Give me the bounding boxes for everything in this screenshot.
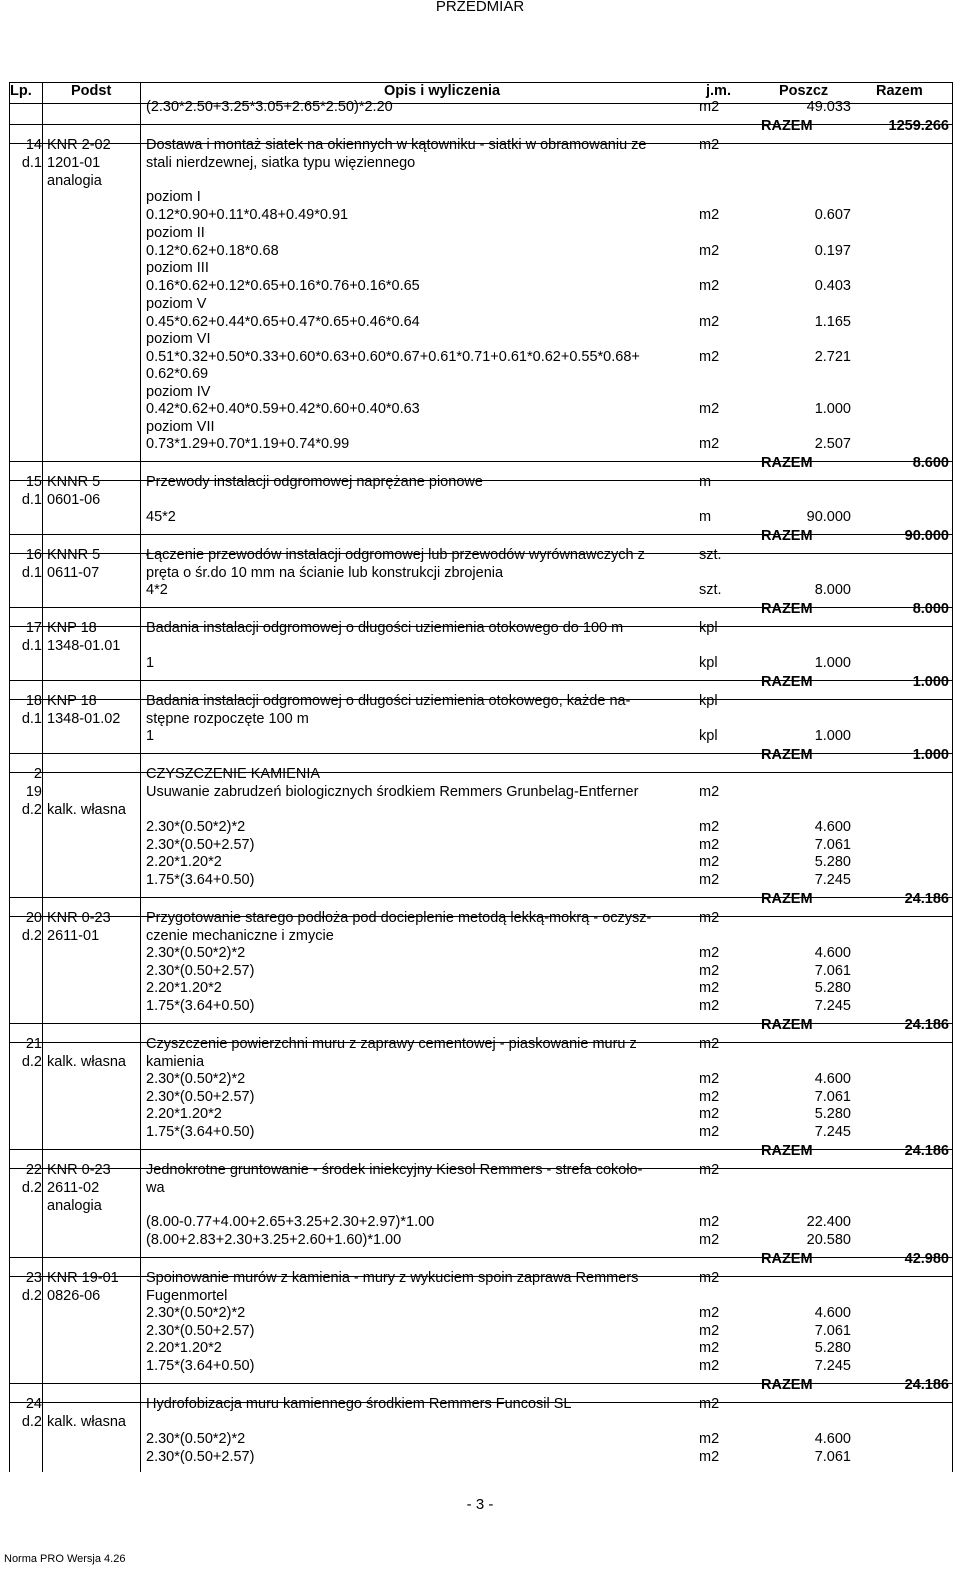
cell-podst: 0611-07 [47,565,100,581]
cell-lp: d.1 [21,492,42,508]
razem-total: 1259.266 [888,118,949,134]
cell-opis: Badania instalacji odgromowej o długości uziemienia otokowego do 100 m [146,620,624,636]
table-right-border [952,82,953,1472]
razem-total: 1.000 [912,674,949,690]
cell-podst: KNNR 5 [47,474,101,490]
cell-jm: m2 [699,1305,720,1321]
cell-opis: 0.16*0.62+0.12*0.65+0.16*0.76+0.16*0.65 [146,278,420,294]
cell-jm: m2 [699,819,720,835]
cell-podst: KNR 0-23 [47,910,111,926]
cell-poszcz: 7.061 [814,1323,851,1339]
cell-poszcz: 7.061 [814,1449,851,1465]
cell-podst: kalk. własna [47,1054,126,1070]
cell-lp: d.2 [21,928,42,944]
cell-opis: 0.12*0.90+0.11*0.48+0.49*0.91 [146,207,349,223]
cell-lp: 18 [25,693,42,709]
cell-opis: 2.30*(0.50*2)*2 [146,1431,246,1447]
razem-label: RAZEM [761,1017,813,1033]
column-divider-podst [140,82,141,1472]
cell-poszcz: 5.280 [814,980,851,996]
cell-poszcz: 22.400 [806,1214,851,1230]
cell-jm: m2 [699,837,720,853]
cell-poszcz: 7.245 [814,872,851,888]
cell-poszcz: 1.000 [814,728,851,744]
cell-podst: KNP 18 [47,693,97,709]
document-title: PRZEDMIAR [435,0,525,15]
cell-opis: 0.51*0.32+0.50*0.33+0.60*0.63+0.60*0.67+0.61*0.71+0.61*0.62+0.55*0.68+ [146,349,640,365]
cell-opis: 45*2 [146,509,176,525]
cell-jm: m2 [699,1431,720,1447]
cell-opis: 2.30*(0.50*2)*2 [146,945,246,961]
cell-podst: 0826-06 [47,1288,101,1304]
section-title: CZYSZCZENIE KAMIENIA [146,766,321,782]
cell-opis: 0.12*0.62+0.18*0.68 [146,243,279,259]
cell-opis: stępne rozpoczęte 100 m [146,711,309,727]
cell-opis: 1.75*(3.64+0.50) [146,1358,255,1374]
cell-podst: KNR 19-01 [47,1270,119,1286]
cell-poszcz: 7.061 [814,1089,851,1105]
cell-jm: m2 [699,1270,720,1286]
cell-opis: poziom VI [146,331,211,347]
cell-poszcz: 4.600 [814,1071,851,1087]
cell-opis: 1.75*(3.64+0.50) [146,998,255,1014]
cell-jm: kpl [699,655,718,671]
cell-jm: kpl [699,620,718,636]
cell-opis: poziom II [146,225,205,241]
razem-label: RAZEM [761,674,813,690]
cell-jm: m2 [699,910,720,926]
cell-poszcz: 1.000 [814,655,851,671]
cell-podst: 2611-01 [47,928,100,944]
cell-opis: (8.00-0.77+4.00+2.65+3.25+2.30+2.97)*1.00 [146,1214,435,1230]
cell-lp: d.2 [21,802,42,818]
cell-poszcz: 4.600 [814,819,851,835]
cell-jm: m2 [699,1162,720,1178]
cell-opis: 2.30*(0.50+2.57) [146,963,255,979]
cell-poszcz: 4.600 [814,1305,851,1321]
cell-lp: 15 [25,474,42,490]
cell-poszcz: 0.607 [814,207,851,223]
cell-opis: 1.75*(3.64+0.50) [146,1124,255,1140]
cell-opis: 2.20*1.20*2 [146,854,222,870]
razem-total: 24.186 [904,1143,949,1159]
cell-lp: d.2 [21,1180,42,1196]
cell-podst: 0601-06 [47,492,101,508]
cell-poszcz: 7.245 [814,1124,851,1140]
cell-lp: d.1 [21,711,42,727]
cell-jm: m2 [699,1358,720,1374]
cell-podst: analogia [47,1198,102,1214]
cell-poszcz: 1.165 [814,314,851,330]
cell-poszcz: 20.580 [806,1232,851,1248]
cell-jm: m2 [699,854,720,870]
cell-opis: 1 [146,728,155,744]
cell-lp: d.2 [21,1414,42,1430]
cell-opis: Jednokrotne gruntowanie - środek iniekcyjny Kiesol Remmers - strefa cokoło- [146,1162,643,1178]
header-podst: Podst [71,83,112,99]
cell-jm: m2 [699,945,720,961]
cell-opis: pręta o śr.do 10 mm na ścianie lub konstrukcji zbrojenia [146,565,504,581]
cell-jm: m2 [699,1036,720,1052]
cell-poszcz: 5.280 [814,1340,851,1356]
cell-jm: m2 [699,99,720,115]
cell-opis: Fugenmortel [146,1288,228,1304]
cell-opis: 0.62*0.69 [146,366,209,382]
cell-opis: 1.75*(3.64+0.50) [146,872,255,888]
cell-jm: m2 [699,998,720,1014]
cell-opis: czenie mechaniczne i zmycie [146,928,334,944]
razem-label: RAZEM [761,1143,813,1159]
cell-lp: 17 [25,620,42,636]
cell-opis: poziom IV [146,384,211,400]
cell-podst: KNP 18 [47,620,97,636]
cell-poszcz: 49.033 [806,99,851,115]
software-footer: Norma PRO Wersja 4.26 [4,1553,126,1565]
cell-opis: poziom VII [146,419,215,435]
cell-opis: stali nierdzewnej, siatka typu więziennego [146,155,416,171]
razem-label: RAZEM [761,455,813,471]
cell-opis: 0.45*0.62+0.44*0.65+0.47*0.65+0.46*0.64 [146,314,420,330]
cell-jm: m2 [699,1106,720,1122]
cell-jm: m2 [699,243,720,259]
cell-podst: KNNR 5 [47,547,101,563]
cell-opis: Łączenie przewodów instalacji odgromowej lub przewodów wyrównawczych z [146,547,645,563]
cell-jm: m2 [699,784,720,800]
cell-jm: m2 [699,1071,720,1087]
cell-lp: d.2 [21,1054,42,1070]
cell-opis: kamienia [146,1054,205,1070]
cell-podst: 1348-01.01 [47,638,121,654]
cell-opis: (8.00+2.83+2.30+3.25+2.60+1.60)*1.00 [146,1232,402,1248]
cell-jm: m [699,509,712,525]
cell-poszcz: 4.600 [814,1431,851,1447]
cell-podst: KNR 0-23 [47,1162,111,1178]
cell-jm: kpl [699,693,718,709]
cell-opis: 2.30*(0.50*2)*2 [146,819,246,835]
cell-opis: 2.30*(0.50*2)*2 [146,1305,246,1321]
header-poszcz: Poszcz [779,83,829,99]
cell-opis: 0.73*1.29+0.70*1.19+0.74*0.99 [146,436,350,452]
cell-jm: m2 [699,1124,720,1140]
razem-label: RAZEM [761,528,813,544]
razem-label: RAZEM [761,601,813,617]
header-jm: j.m. [706,83,731,99]
cell-poszcz: 5.280 [814,854,851,870]
cell-poszcz: 7.061 [814,963,851,979]
header-lp: Lp. [10,83,32,99]
cell-opis: poziom V [146,296,207,312]
cell-opis: 2.20*1.20*2 [146,1106,222,1122]
cell-lp: d.1 [21,638,42,654]
cell-opis: Dostawa i montaż siatek na okiennych w kątowniku - siatki w obramowaniu ze [146,137,647,153]
cell-poszcz: 1.000 [814,401,851,417]
cell-poszcz: 8.000 [814,582,851,598]
cell-jm: m2 [699,278,720,294]
cell-podst: kalk. własna [47,1414,126,1430]
cell-jm: m2 [699,1232,720,1248]
razem-total: 1.000 [912,747,949,763]
cell-lp: 24 [25,1396,42,1412]
cell-opis: Przygotowanie starego podłoża pod docieplenie metodą lekką-mokrą - oczysz- [146,910,652,926]
razem-total: 24.186 [904,1377,949,1393]
cell-opis: 2.30*(0.50+2.57) [146,837,255,853]
cell-poszcz: 7.245 [814,998,851,1014]
cell-jm: m2 [699,980,720,996]
cell-opis: Usuwanie zabrudzeń biologicznych środkiem Remmers Grunbelag-Entferner [146,784,639,800]
razem-total: 8.000 [912,601,949,617]
cell-opis: wa [146,1180,165,1196]
cell-lp: 14 [25,137,42,153]
cell-opis: poziom III [146,260,209,276]
cell-jm: m2 [699,1089,720,1105]
cell-lp: 16 [25,547,42,563]
cell-jm: m2 [699,1449,720,1465]
cell-podst: kalk. własna [47,802,126,818]
header-razem: Razem [876,83,923,99]
cell-opis: poziom I [146,189,201,205]
cell-poszcz: 7.245 [814,1358,851,1374]
cell-podst: KNR 2-02 [47,137,111,153]
cell-jm: m2 [699,207,720,223]
cell-opis: 2.30*(0.50+2.57) [146,1323,255,1339]
cell-poszcz: 2.721 [814,349,851,365]
cell-jm: m [699,474,712,490]
cell-lp: 19 [25,784,42,800]
cell-opis: 2.20*1.20*2 [146,1340,222,1356]
cell-opis: Spoinowanie murów z kamienia - mury z wykuciem spoin zaprawa Remmers [146,1270,639,1286]
column-divider-lp [42,82,43,1472]
cell-podst: 2611-02 [47,1180,100,1196]
cell-opis: 2.30*(0.50+2.57) [146,1449,255,1465]
cell-jm: m2 [699,1214,720,1230]
cell-jm: m2 [699,349,720,365]
razem-label: RAZEM [761,1251,813,1267]
cell-jm: m2 [699,963,720,979]
razem-label: RAZEM [761,891,813,907]
cell-podst: analogia [47,173,102,189]
cell-jm: m2 [699,1340,720,1356]
cell-lp: 21 [25,1036,42,1052]
header-opis: Opis i wyliczenia [384,83,501,99]
cell-opis: 2.30*(0.50+2.57) [146,1089,255,1105]
cell-lp: d.2 [21,1288,42,1304]
razem-total: 24.186 [904,891,949,907]
cell-opis: Hydrofobizacja muru kamiennego środkiem Remmers Funcosil SL [146,1396,572,1412]
cell-jm: szt. [699,547,722,563]
cell-lp: d.1 [21,565,42,581]
razem-total: 42.980 [904,1251,949,1267]
razem-label: RAZEM [761,1377,813,1393]
cell-podst: 1201-01 [47,155,101,171]
razem-label: RAZEM [761,118,813,134]
cell-jm: m2 [699,314,720,330]
razem-total: 8.600 [912,455,949,471]
cell-opis: Czyszczenie powierzchni muru z zaprawy cementowej - piaskowanie muru z [146,1036,637,1052]
cell-poszcz: 2.507 [814,436,851,452]
cell-lp: d.1 [21,155,42,171]
cell-opis: 1 [146,655,155,671]
razem-total: 24.186 [904,1017,949,1033]
page-number: - 3 - [466,1496,494,1513]
cell-podst: 1348-01.02 [47,711,121,727]
estimate-table [9,82,953,1472]
cell-poszcz: 0.197 [814,243,851,259]
cell-lp: 22 [25,1162,42,1178]
cell-poszcz: 7.061 [814,837,851,853]
cell-jm: szt. [699,582,722,598]
cell-opis: Przewody instalacji odgromowej naprężane pionowe [146,474,483,490]
razem-total: 90.000 [904,528,949,544]
cell-jm: m2 [699,436,720,452]
cell-poszcz: 90.000 [806,509,851,525]
cell-opis: 2.30*(0.50*2)*2 [146,1071,246,1087]
cell-opis: 0.42*0.62+0.40*0.59+0.42*0.60+0.40*0.63 [146,401,420,417]
cell-poszcz: 4.600 [814,945,851,961]
cell-opis: (2.30*2.50+3.25*3.05+2.65*2.50)*2.20 [146,99,393,115]
cell-poszcz: 5.280 [814,1106,851,1122]
cell-jm: kpl [699,728,718,744]
cell-lp: 20 [25,910,42,926]
cell-jm: m2 [699,137,720,153]
cell-opis: 4*2 [146,582,168,598]
cell-lp: 23 [25,1270,42,1286]
cell-opis: 2.20*1.20*2 [146,980,222,996]
cell-poszcz: 0.403 [814,278,851,294]
table-left-border [9,82,10,1472]
cell-jm: m2 [699,401,720,417]
razem-label: RAZEM [761,747,813,763]
cell-lp: 2 [33,766,42,782]
cell-jm: m2 [699,872,720,888]
cell-jm: m2 [699,1323,720,1339]
cell-opis: Badania instalacji odgromowej o długości uziemienia otokowego, każde na- [146,693,631,709]
cell-jm: m2 [699,1396,720,1412]
